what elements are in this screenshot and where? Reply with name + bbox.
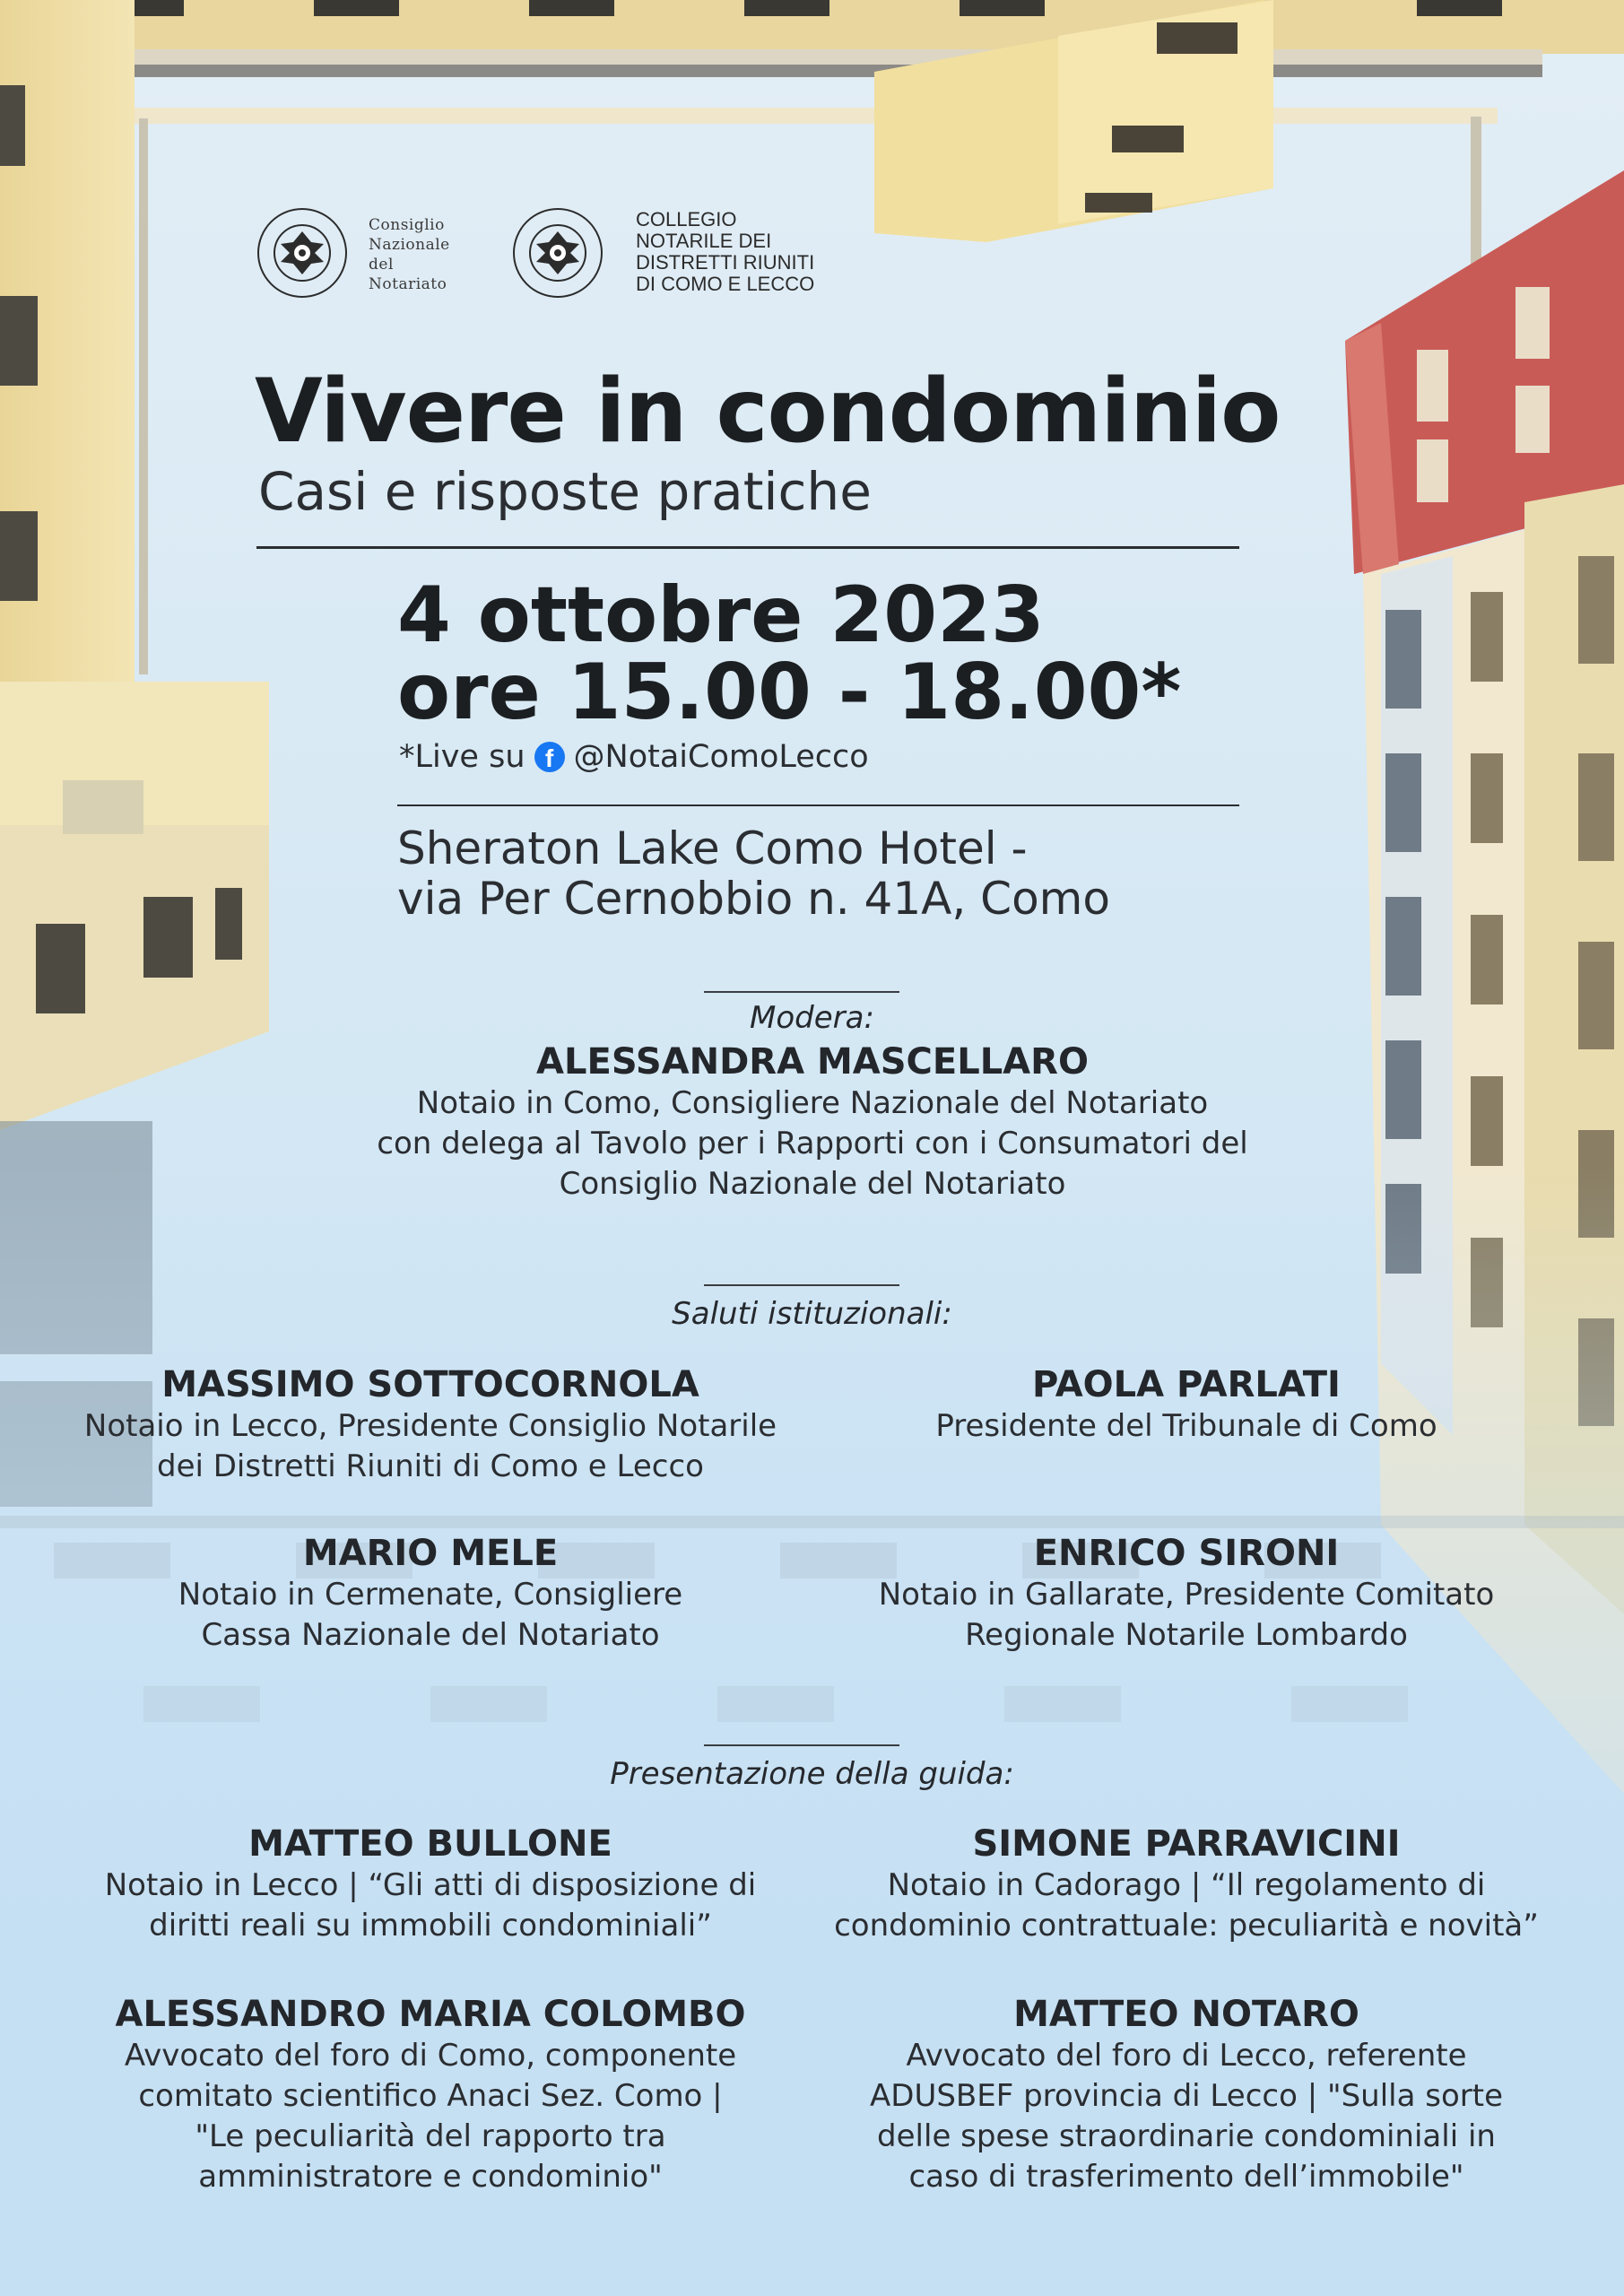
- event-title: Vivere in condominio: [255, 361, 1281, 463]
- speaker-name: MARIO MELE: [302, 1533, 559, 1574]
- speaker-role: [807, 2036, 1566, 2197]
- speaker-name: MATTEO BULLONE: [248, 1823, 612, 1865]
- speaker-block: [807, 1993, 1566, 2197]
- moderator-role: [274, 1083, 1350, 1205]
- speaker-role: [807, 1866, 1566, 1946]
- role-line: Notaio in Como, Consigliere Nazionale del Notariato: [416, 1085, 1209, 1121]
- speaker-block: [27, 1993, 834, 2197]
- cnn-logo-text: [369, 215, 494, 294]
- speaker-role: [27, 2036, 834, 2197]
- live-prefix: *Live su: [399, 739, 525, 775]
- speaker-block: [27, 1532, 834, 1656]
- speaker-block: [807, 1363, 1566, 1447]
- role-line: Notaio in Lecco | “Gli atti di disposizione di: [104, 1867, 757, 1903]
- speaker-block: [807, 1822, 1566, 1946]
- presentation-divider: [704, 1744, 899, 1746]
- cnn-seal-logo: [256, 206, 349, 300]
- speaker-name: MASSIMO SOTTOCORNOLA: [161, 1364, 699, 1405]
- speaker-name: ALESSANDRO MARIA COLOMBO: [115, 1994, 746, 2035]
- role-line: comitato scientifico Anaci Sez. Como |: [138, 2078, 723, 2114]
- role-line: condominio contrattuale: peculiarità e novità”: [834, 1908, 1539, 1944]
- collegio-logo-line: DI COMO E LECCO: [636, 273, 815, 295]
- cnn-logo-line: del: [369, 256, 394, 274]
- role-line: Cassa Nazionale del Notariato: [201, 1617, 660, 1653]
- speaker-role: [807, 1406, 1566, 1447]
- speaker-role: [807, 1575, 1566, 1656]
- role-line: Avvocato del foro di Como, componente: [124, 2038, 737, 2074]
- speaker-role: [27, 1866, 834, 1946]
- speaker-block: [27, 1822, 834, 1946]
- role-line: Notaio in Lecco, Presidente Consiglio Notarile: [83, 1408, 777, 1444]
- speaker-block: [807, 1532, 1566, 1656]
- role-line: caso di trasferimento dell’immobile": [908, 2159, 1464, 2195]
- event-time: ore 15.00 - 18.00*: [397, 648, 1182, 737]
- greetings-label: Saluti istituzionali:: [672, 1296, 952, 1332]
- date-divider: [397, 804, 1239, 806]
- speaker-role: [27, 1406, 834, 1487]
- collegio-logo-text: [636, 209, 860, 295]
- role-line: Avvocato del foro di Lecco, referente: [906, 2038, 1467, 2074]
- role-line: Regionale Notarile Lombardo: [965, 1617, 1408, 1653]
- cnn-logo-line: Notariato: [369, 275, 447, 293]
- event-date: 4 ottobre 2023: [397, 570, 1045, 660]
- speaker-role: [27, 1575, 834, 1656]
- role-line: Notaio in Gallarate, Presidente Comitato: [878, 1577, 1495, 1613]
- speaker-name: ENRICO SIRONI: [1033, 1533, 1340, 1574]
- venue-line: Sheraton Lake Como Hotel -: [397, 822, 1028, 874]
- moderator-block: [274, 1040, 1350, 1205]
- speaker-block: [27, 1363, 834, 1487]
- role-line: amministratore e condominio": [198, 2159, 663, 2195]
- role-line: dei Distretti Riuniti di Como e Lecco: [157, 1448, 704, 1484]
- presentation-label: Presentazione della guida:: [610, 1756, 1014, 1792]
- speaker-name: MATTEO NOTARO: [1013, 1994, 1359, 2035]
- facebook-icon: f: [534, 742, 565, 772]
- speaker-name: SIMONE PARRAVICINI: [972, 1823, 1401, 1865]
- live-handle-link[interactable]: @NotaiComoLecco: [573, 739, 869, 775]
- collegio-logo-line: DISTRETTI RIUNITI: [636, 251, 815, 274]
- greetings-divider: [704, 1284, 899, 1286]
- speaker-name: PAOLA PARLATI: [1032, 1364, 1341, 1405]
- role-line: "Le peculiarità del rapporto tra: [195, 2118, 666, 2154]
- role-line: Notaio in Cadorago | “Il regolamento di: [887, 1867, 1486, 1903]
- collegio-logo-line: COLLEGIO: [636, 208, 737, 230]
- role-line: ADUSBEF provincia di Lecco | "Sulla sorte: [870, 2078, 1503, 2114]
- cnn-logo-line: Consiglio: [369, 216, 445, 234]
- cnn-logo-line: Nazionale: [369, 236, 450, 254]
- role-line: delle spese straordinarie condominiali in: [877, 2118, 1496, 2154]
- role-line: Presidente del Tribunale di Como: [935, 1408, 1437, 1444]
- moderator-label: Modera:: [750, 1000, 874, 1036]
- role-line: Consiglio Nazionale del Notariato: [559, 1166, 1066, 1202]
- role-line: diritti reali su immobili condominiali”: [149, 1908, 712, 1944]
- live-stream-note: [399, 739, 869, 775]
- moderator-divider: [704, 991, 899, 993]
- role-line: con delega al Tavolo per i Rapporti con i Consumatori del: [377, 1126, 1248, 1161]
- event-venue: [397, 823, 1110, 924]
- venue-line: via Per Cernobbio n. 41A, Como: [397, 873, 1110, 925]
- collegio-seal-logo: [511, 206, 604, 300]
- collegio-logo-line: NOTARILE DEI: [636, 230, 772, 252]
- role-line: Notaio in Cermenate, Consigliere: [178, 1577, 683, 1613]
- title-divider: [256, 546, 1239, 549]
- moderator-name: ALESSANDRA MASCELLARO: [536, 1041, 1089, 1083]
- event-subtitle: Casi e risposte pratiche: [258, 461, 872, 522]
